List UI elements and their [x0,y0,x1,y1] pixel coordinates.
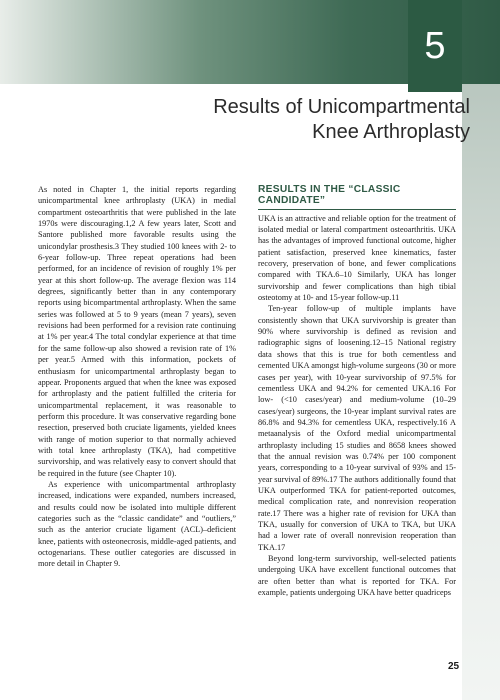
left-column [38,184,236,570]
body-paragraph: Beyond long-term survivorship, well-selected patients undergoing UKA have excellent functional outcomes that are often better than what is reported for TKA. For example, patients undergoing UKA have better quadriceps [258,554,456,598]
chapter-title-line-1: Results of Unicompartmental [213,96,470,118]
body-paragraph: As noted in Chapter 1, the initial reports regarding unicompartmental knee arthroplasty (UKA) in medial compartment osteoarthritis that were published in the late 1970s were discouraging.1,2 A few years later, Scott and Santore published more favorable results using the unicondylar prosthesis.3 They studied 100 knees with 2- to 6-year follow-up. Three repeat operations had been performed, for an incidence of revision of roughly 1% per year at this short follow-up. The average flexion was 114 degrees, significantly better than in any contemporary reports using bicompartmental arthroplasty. When the same series was followed at 5 to 9 years (mean 7 years), seven revisions had been performed for a revision rate continuing at 1% per year.4 The total condylar experience at that time for the same follow-up also showed a revision rate of 1% per year.5 Armed with this information, pockets of enthusiasm for unicompartmental arthroplasty began to appear. Proponents argued that when the knee was exposed for arthroplasty and the patient fulfilled the criteria for unicompartmental replacement, it was reasonable to perform this procedure. It was conservative regarding bone resection, preserved both cruciate ligaments, yielded knees with range of motion superior to that normally achieved with total knee arthroplasty (TKA), had competitive survivorship, and was relatively easy to convert should that be required in the future (see Chapter 10). [38,185,236,478]
body-paragraph: As experience with unicompartmental arthroplasty increased, indications were expanded, numbers increased, and results could now be isolated into multiple different categories such as the “classic candidate” and “outliers,” such as the anterior cruciate ligament (ACL)–deficient knee, patients with osteonecrosis, middle-aged patients, and octogenarians. These outlier categories are discussed in more detail in Chapter 9. [38,479,236,569]
page-number: 25 [448,661,460,672]
chapter-title [120,95,470,145]
page-edge-strip [462,84,500,700]
chapter-title-line-2: Knee Arthroplasty [312,121,470,143]
chapter-number: 5 [408,0,462,92]
body-paragraph: Ten-year follow-up of multiple implants have consistently shown that UKA survivorship is greater than 90% where survivorship is defined as revision and radiographic signs of loosening.12–15 National registry data shows that this is true for both cementless and cemented UKA amongst high-volume surgeons (30 or more cases per year), with 10-year survivorship of 97.5% for cementless UKA and 94.2% for cemented UKA.16 For low- (<10 cases/year) and medium-volume (10–29 cases/year) surgeons, the 10-year implant survival rates are 86.8% and 94.3% for cementless UKA, respectively.16 A metaanalysis of the Oxford medial unicompartmental arthroplasty including 15 studies and 8658 knees showed that the annual revision was 0.74% per 100 component years, corresponding to a 10-year survival of 93% and 15-year survival of 89%.17 The authors additionally found that UKA outperformed TKA for patient-reported outcomes, medical complication rate, and nonrevision reoperation rate.17 There was a higher rate of revision for UKA than TKA, usually for conversion of UKA to TKA, but UKA had a lower rate of overall nonrevision reoperation than TKA.17 [258,304,456,552]
section-heading: RESULTS IN THE “CLASSIC CANDIDATE” [258,184,456,210]
right-column [258,184,456,598]
body-paragraph: UKA is an attractive and reliable option for the treatment of isolated medial or lateral compartment osteoarthritis. UKA has the advantages of improved functional outcome, higher patient satisfaction, preserved knee kinematics, faster recovery, preservation of bone, and fewer complications compared with TKA.6–10 Similarly, UKA has longer survivorship and fewer complications than high tibial osteotomy at 10- and 15-year follow-up.11 [258,213,456,303]
